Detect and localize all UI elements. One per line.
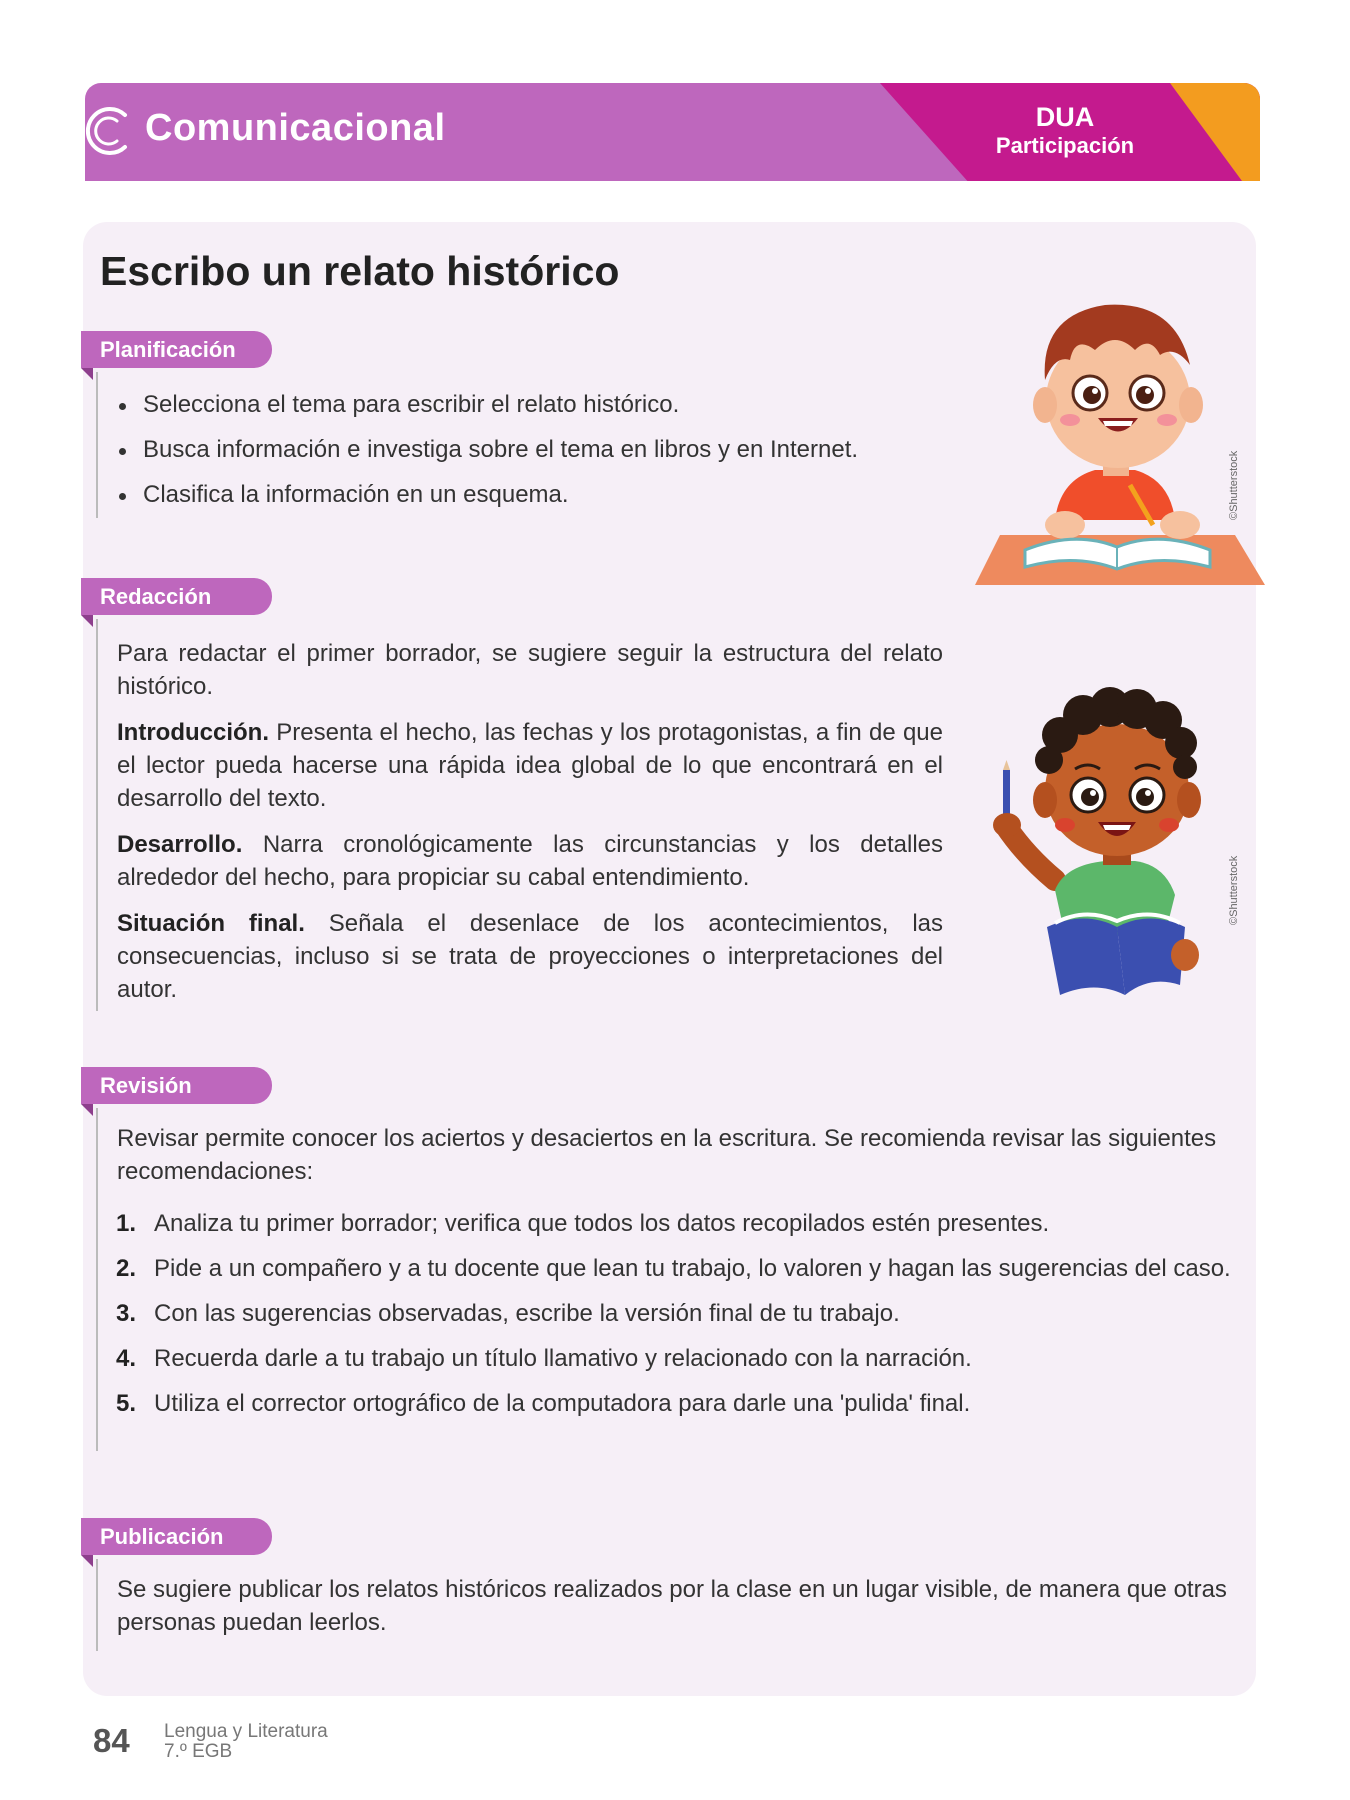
list-item bbox=[116, 1252, 1236, 1285]
list-text: Recuerda darle a tu trabajo un título llamativo y relacionado con la narración. bbox=[154, 1345, 972, 1372]
section-tab-revision: Revisión bbox=[81, 1067, 272, 1104]
introduccion-text: Presenta el hecho, las fechas y los protagonistas, a fin de que el lector pueda hacerse una rápida idea global de lo que encontrará en el desarrollo del texto. bbox=[117, 719, 943, 812]
boy-writing-illustration bbox=[975, 285, 1265, 590]
list-text: Pide a un compañero y a tu docente que lean tu trabajo, lo valoren y hagan las sugerencias del caso. bbox=[154, 1255, 1231, 1282]
tab-fold bbox=[81, 368, 93, 380]
situacion-final-text: Señala el desenlace de los acontecimientos, las consecuencias, incluso si se trata de proyecciones o interpretaciones del autor. bbox=[117, 910, 943, 1003]
list-number: 5. bbox=[116, 1390, 137, 1417]
desarrollo-label: Desarrollo. bbox=[117, 831, 243, 858]
list-text: Utiliza el corrector ortográfico de la computadora para darle una 'pulida' final. bbox=[154, 1390, 971, 1417]
section-tab-redaccion: Redacción bbox=[81, 578, 272, 615]
image-credit: ©Shutterstock bbox=[1228, 855, 1240, 925]
dua-title: DUA bbox=[1035, 102, 1095, 132]
section-divider-line bbox=[96, 372, 98, 518]
revision-intro: Revisar permite conocer los aciertos y desaciertos en la escritura. Se recomienda revisar las siguientes recomendaciones: bbox=[117, 1125, 1217, 1185]
grade-level: 7.º EGB bbox=[164, 1741, 233, 1762]
comunicacional-c-icon bbox=[85, 101, 133, 161]
header-banner bbox=[85, 83, 1260, 181]
list-number: 1. bbox=[116, 1210, 137, 1237]
tab-fold bbox=[81, 1555, 93, 1567]
list-item bbox=[116, 1342, 1236, 1375]
list-number: 3. bbox=[116, 1300, 137, 1327]
list-text: Con las sugerencias observadas, escribe la versión final de tu trabajo. bbox=[154, 1300, 900, 1327]
image-credit: ©Shutterstock bbox=[1228, 450, 1240, 520]
revision-list bbox=[116, 1207, 1236, 1432]
list-item bbox=[116, 1207, 1236, 1240]
list-item: Busca información e investiga sobre el tema en libros y en Internet. bbox=[116, 435, 858, 480]
list-number: 4. bbox=[116, 1345, 137, 1372]
planificacion-list bbox=[116, 390, 858, 525]
section-divider-line bbox=[96, 1108, 98, 1451]
tab-fold bbox=[81, 615, 93, 627]
redaccion-intro: Para redactar el primer borrador, se sugiere seguir la estructura del relato histórico. bbox=[117, 640, 943, 700]
introduccion-paragraph bbox=[117, 716, 943, 815]
list-number: 2. bbox=[116, 1255, 137, 1282]
dua-badge bbox=[985, 103, 1145, 161]
publicacion-text: Se sugiere publicar los relatos históricos realizados por la clase en un lugar visible, de manera que otras personas puedan leerlos. bbox=[117, 1576, 1227, 1636]
situacion-final-label: Situación final. bbox=[117, 910, 305, 937]
list-item: Clasifica la información en un esquema. bbox=[116, 480, 858, 525]
subject-name: Lengua y Literatura bbox=[164, 1721, 328, 1742]
list-item bbox=[116, 1297, 1236, 1330]
page-number: 84 bbox=[93, 1722, 130, 1759]
section-tab-publicacion: Publicación bbox=[81, 1518, 272, 1555]
list-item bbox=[116, 1387, 1236, 1420]
footer-subject bbox=[164, 1722, 328, 1762]
section-divider-line bbox=[96, 619, 98, 1011]
introduccion-label: Introducción. bbox=[117, 719, 269, 746]
tab-fold bbox=[81, 1104, 93, 1116]
page-title: Escribo un relato histórico bbox=[100, 248, 620, 294]
area-title: Comunicacional bbox=[145, 107, 446, 149]
desarrollo-paragraph bbox=[117, 828, 943, 894]
dua-subtitle: Participación bbox=[995, 133, 1135, 158]
list-text: Analiza tu primer borrador; verifica que todos los datos recopilados estén presentes. bbox=[154, 1210, 1050, 1237]
section-divider-line bbox=[96, 1559, 98, 1651]
section-tab-planificacion: Planificación bbox=[81, 331, 272, 368]
desarrollo-text: Narra cronológicamente las circunstancias y los detalles alrededor del hecho, para propiciar su cabal entendimiento. bbox=[117, 831, 944, 891]
list-item: Selecciona el tema para escribir el relato histórico. bbox=[116, 390, 858, 435]
boy-reading-illustration bbox=[985, 665, 1230, 1000]
situacion-final-paragraph bbox=[117, 907, 943, 1006]
